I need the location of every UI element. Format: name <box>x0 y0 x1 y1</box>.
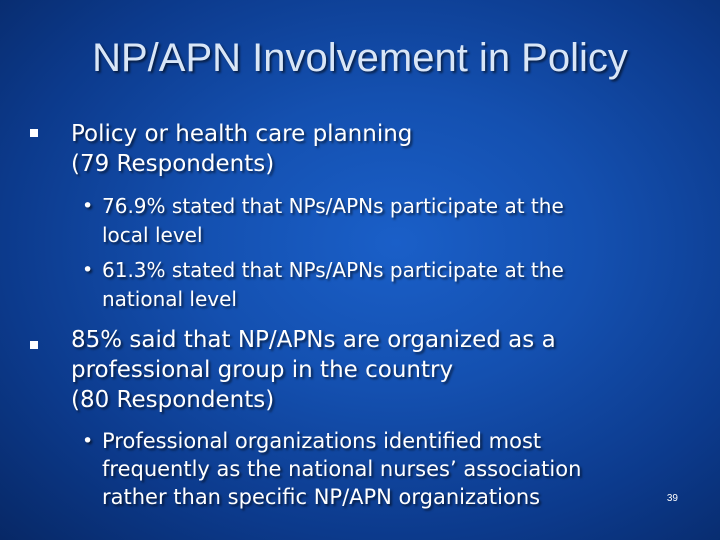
sub-bullet-1-1 <box>102 192 564 250</box>
page-number: 39 <box>666 493 678 504</box>
sub-bullet-1-2-line-2: national level <box>102 287 237 311</box>
sub-bullet-2-1-line-2: frequently as the national nurses’ association <box>102 457 582 481</box>
bullet-square-icon <box>30 129 38 137</box>
sub-bullet-dot-icon: • <box>82 195 94 217</box>
bullet-2-line-1: 85% said that NP/APNs are organized as a <box>71 327 556 353</box>
bullet-2 <box>71 325 556 415</box>
sub-bullet-2-1-line-3: rather than specific NP/APN organizations <box>102 485 541 509</box>
sub-bullet-dot-icon: • <box>82 430 94 452</box>
bullet-square-icon <box>30 341 38 349</box>
slide-title: NP/APN Involvement in Policy <box>92 36 628 80</box>
sub-bullet-dot-icon: • <box>82 259 94 281</box>
sub-bullet-1-2 <box>102 256 564 314</box>
bullet-1-line-1: Policy or health care planning <box>71 121 413 147</box>
bullet-2-line-3: (80 Respondents) <box>71 387 275 413</box>
sub-bullet-2-1-line-1: Professional organizations identified most <box>102 429 542 453</box>
sub-bullet-2-1 <box>102 427 581 511</box>
sub-bullet-1-1-line-2: local level <box>102 223 203 247</box>
bullet-2-line-2: professional group in the country <box>71 357 454 383</box>
bullet-1 <box>71 119 412 179</box>
sub-bullet-1-2-line-1: 61.3% stated that NPs/APNs participate at the <box>102 258 564 282</box>
bullet-1-line-2: (79 Respondents) <box>71 151 275 177</box>
sub-bullet-1-1-line-1: 76.9% stated that NPs/APNs participate at the <box>102 194 564 218</box>
